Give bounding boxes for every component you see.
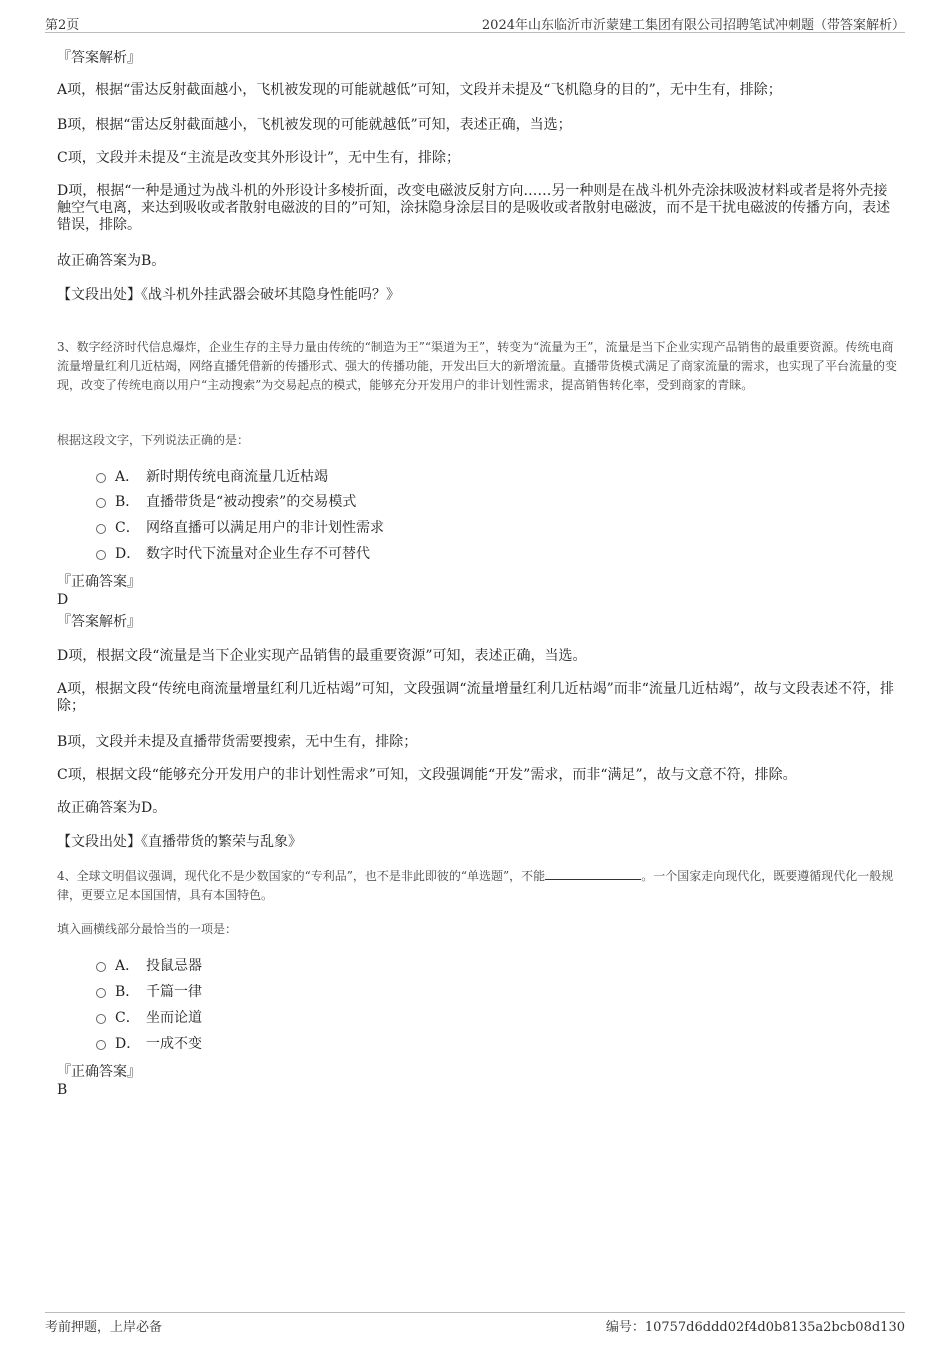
q4-option-c[interactable]: C． 坐而论道 — [96, 1009, 202, 1027]
q4-option-a[interactable]: A． 投鼠忌器 — [96, 957, 202, 975]
document-title: 2024年山东临沂市沂蒙建工集团有限公司招聘笔试冲刺题（带答案解析） — [481, 18, 905, 33]
q3-stem: 3、数字经济时代信息爆炸，企业生存的主导力量由传统的“制造为王”“渠道为王”，转变为“流量为王”，流量是当下企业实现产品销售的最重要资源。传统电商流量增量红利几近枯竭，网络直播凭借新的传播形式、强大的传播功能，开发出巨大的新增流量。直播带货模式满足了商家流量的需求，也实现了平台流量的变现，改变了传统电商以用户“主动搜索”为交易起点的模式，能够充分开发用户的非计划性需求，提高销售转化率，受到商家的青睐。 — [57, 340, 898, 392]
q2-conclusion: 故正确答案为B。 — [57, 253, 166, 269]
q4-option-d[interactable]: D． 一成不变 — [96, 1035, 202, 1053]
radio-icon[interactable] — [96, 988, 106, 998]
radio-icon[interactable] — [96, 524, 106, 534]
radio-icon[interactable] — [96, 498, 106, 508]
q4-stem: 4、全球文明倡议强调，现代化不是少数国家的“专利品”，也不是非此即彼的“单选题”，不能 。一个国家走向现代化，既要遵循现代化一般规律，更要立足本国国情，具有本国特色。 — [57, 869, 894, 902]
q4-option-b[interactable]: B． 千篇一律 — [96, 983, 202, 1001]
q4-prompt: 填入画横线部分最恰当的一项是： — [57, 922, 238, 936]
radio-icon[interactable] — [96, 550, 106, 560]
q2-explain-d: D项，根据“一种是通过为战斗机的外形设计多棱折面，改变电磁波反射方向……另一种则是在战斗机外壳涂抹吸波材料或者是将外壳接触空气电离，来达到吸收或者散射电磁波的目的”可知，涂抹隐身涂层目的是吸收或者散射电磁波，而不是干扰电磁波的传播方向，表述错误，排除。 — [57, 183, 891, 233]
q3-answer-heading: 『正确答案』 — [57, 574, 141, 590]
q3-explain-a: A项，根据文段“传统电商流量增量红利几近枯竭”可知，文段强调“流量增量红利几近枯竭”而非“流量几近枯竭”，故与文段表述不符，排除； — [57, 681, 895, 714]
page-footer — [45, 1312, 905, 1335]
q2-source: 【文段出处】《战斗机外挂武器会破坏其隐身性能吗？》 — [57, 287, 400, 303]
q3-explain-heading: 『答案解析』 — [57, 614, 141, 630]
q3-option-a[interactable]: A． 新时期传统电商流量几近枯竭 — [96, 468, 328, 486]
q2-explain-a: A项，根据“雷达反射截面越小，飞机被发现的可能就越低”可知，文段并未提及“飞机隐身的目的”，无中生有，排除； — [57, 82, 782, 98]
q3-prompt: 根据这段文字，下列说法正确的是： — [57, 433, 250, 447]
q3-option-d[interactable]: D． 数字时代下流量对企业生存不可替代 — [96, 545, 370, 563]
page-header — [45, 14, 905, 33]
q3-source: 【文段出处】《直播带货的繁荣与乱象》 — [57, 834, 302, 850]
radio-icon[interactable] — [96, 1014, 106, 1024]
q3-explain-d: D项，根据文段“流量是当下企业实现产品销售的最重要资源”可知，表述正确，当选。 — [57, 648, 587, 664]
q3-explain-c: C项，根据文段“能够充分开发用户的非计划性需求”可知，文段强调能“开发”需求，而非“满足”，故与文意不符，排除。 — [57, 767, 797, 783]
radio-icon[interactable] — [96, 473, 106, 483]
q2-explain-heading: 『答案解析』 — [57, 50, 141, 66]
radio-icon[interactable] — [96, 962, 106, 972]
q2-explain-c: C项，文段并未提及“主流是改变其外形设计”，无中生有，排除； — [57, 150, 461, 166]
footer-slogan: 考前押题，上岸必备 — [45, 1320, 163, 1335]
q4-answer: B — [57, 1082, 68, 1098]
q4-answer-heading: 『正确答案』 — [57, 1064, 141, 1080]
page-number: 第2页 — [45, 18, 80, 33]
q3-explain-b: B项，文段并未提及直播带货需要搜索，无中生有，排除； — [57, 734, 418, 750]
q2-explain-b: B项，根据“雷达反射截面越小，飞机被发现的可能就越低”可知，表述正确，当选； — [57, 117, 572, 133]
q3-option-b[interactable]: B． 直播带货是“被动搜索”的交易模式 — [96, 493, 356, 511]
document-code: 编号：10757d6ddd02f4d0b8135a2bcb08d130 — [605, 1320, 905, 1335]
radio-icon[interactable] — [96, 1040, 106, 1050]
q3-option-c[interactable]: C． 网络直播可以满足用户的非计划性需求 — [96, 519, 384, 537]
q3-answer: D — [57, 592, 69, 608]
answer-blank — [545, 867, 641, 880]
q3-conclusion: 故正确答案为D。 — [57, 800, 167, 816]
